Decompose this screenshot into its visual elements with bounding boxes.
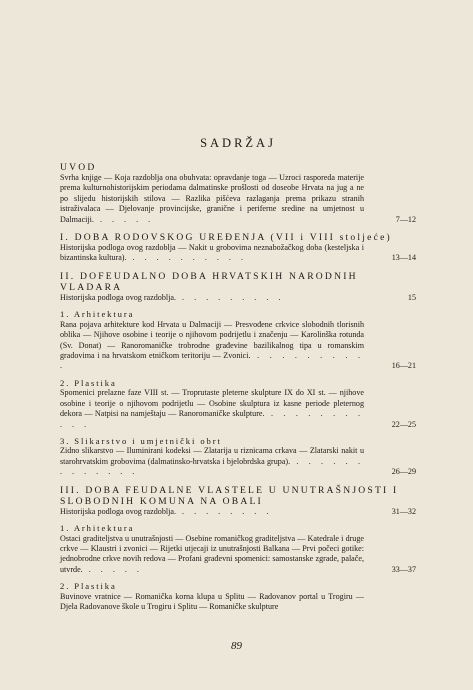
toc-entry [60, 507, 416, 517]
section-ii [60, 271, 416, 478]
section-uvod [60, 162, 416, 225]
page-range: 33—37 [391, 564, 416, 574]
toc-entry [60, 534, 416, 576]
leader-dots: . . . . . [93, 214, 155, 224]
toc-entry [60, 243, 416, 264]
subsection [60, 436, 416, 478]
entry-text: Spomenici prelazne faze VIII st. — Troprutaste pleterne skulpture IX do XI st. — njihove osobine i teorije o njihovom podrijetlu — Osobine skulptura iz kasne periode pleternog dekora — Natpisi na namještaju — Ranoromaničke skulpture. [60, 388, 364, 419]
toc-entry [60, 173, 416, 225]
page-range: 7—12 [395, 214, 416, 224]
subsection-heading: 3. Slikarstvo i umjetnički obrt [60, 435, 222, 446]
subsection [60, 523, 416, 575]
entry-text: Rana pojava arhitekture kod Hrvata u Dalmaciji — Presvođene crkvice slobodnih tlorisnih oblika — Njihove osobine i teorije o njihovom podrijetlu i značenju — Karolinška rotunda (Sv. Donat) — Ranoromaničke trobrodne građevine bazilikalnog tipa u romanskim gradovima i na hrvatskom etničkom teritoriju — Zvonici. [60, 319, 364, 360]
entry-text: Historijska podloga ovog razdoblja. [60, 506, 176, 516]
subsection-heading: 1. Arhitektura [60, 523, 135, 534]
entry-text: Zidno slikarstvo — Iluminirani kodeksi — Zlatarija u riznicama crkava — Zlatarski nakit u starohrvatskim grobovima (dalmatinsko-hrvatska i bjelobrdska grupa). [60, 446, 364, 466]
page-range: 26—29 [391, 467, 416, 477]
leader-dots: . . . . . [82, 564, 143, 574]
section-heading: III. DOBA FEUDALNE VLASTELE U UNUTRAŠNJOSTI I SLOBODNIH KOMUNA NA OBALI [60, 484, 399, 507]
section-iii [60, 485, 416, 613]
leader-dots: . . . . . . . . . . . . . [60, 456, 364, 477]
section-heading: UVOD [60, 162, 97, 173]
page-range: 16—21 [391, 361, 416, 371]
subsection [60, 378, 416, 430]
page-title: SADRŽAJ [200, 136, 276, 150]
subsection [60, 581, 416, 612]
toc-entry [60, 320, 416, 372]
entry-text: Ostaci graditeljstva u unutrašnjosti — Osebine romaničkog graditeljstva — Katedrale i druge crkve — Klaustri i zvonici — Rijetki utjecaji iz unutrašnjosti Balkana — Prvi počeci gotike: jednobrodne crkve novih redova — Profani građevni spomenici: samostanske zgrade, palače, utvrde. [60, 533, 364, 574]
leader-dots: . . . . . . . . . . . [60, 409, 365, 429]
page-range: 22—25 [391, 419, 416, 429]
toc-entry [60, 293, 416, 303]
leader-dots: . . . . . . . . . [176, 292, 285, 302]
leader-dots: . . . . . . . . . . [126, 253, 247, 263]
entry-text: Buvinove vratnice — Romanička korna klupa u Splitu — Radovanov portal u Trogiru — Djela Radovanove škole u Trogiru i Splitu — Romaničke skulpture [60, 591, 364, 612]
page-range: 15 [407, 292, 416, 302]
subsection-heading: 2. Plastika [60, 377, 117, 388]
toc-entry [60, 388, 416, 430]
section-heading: II. DOFEUDALNO DOBA HRVATSKIH NARODNIH VLADARA [60, 270, 358, 293]
leader-dots: . . . . . . . . [176, 506, 273, 516]
page-range: 13—14 [391, 253, 416, 263]
subsection [60, 309, 416, 372]
toc-entry [60, 592, 416, 613]
page-range: 31—32 [391, 506, 416, 516]
subsection-heading: 2. Plastika [60, 581, 117, 592]
toc-entry [60, 446, 416, 477]
entry-text: Historijska podloga ovog razdoblja — Nakit u grobovima neznabožačkog doba (kesteljska i bizantinska kultura). [60, 243, 364, 263]
leader-dots: . . . . . . . . . . [60, 350, 364, 371]
page-number: 89 [231, 640, 242, 652]
table-of-contents [60, 136, 416, 612]
entry-text: Historijska podloga ovog razdoblja. [60, 292, 176, 302]
section-heading: I. DOBA RODOVSKOG UREĐENJA (VII i VIII stoljeće) [60, 232, 392, 244]
section-i [60, 232, 416, 264]
entry-text: Svrha knjige — Koja razdoblja ona obuhvata: opravdanje toga — Uzroci rasporeda materije prema kulturnohistorijskim periodama dalmatinske prošlosti od doseobe Hrvata na jug a ne po slijedu historijskih stilova — Razlika pišćeva razlaganja prema prikazu stranih istraživalaca — Djelovanje provincijske, granične i periferne sredine na umjetnost u Dalmaciji. [60, 173, 364, 224]
subsection-heading: 1. Arhitektura [60, 309, 135, 320]
